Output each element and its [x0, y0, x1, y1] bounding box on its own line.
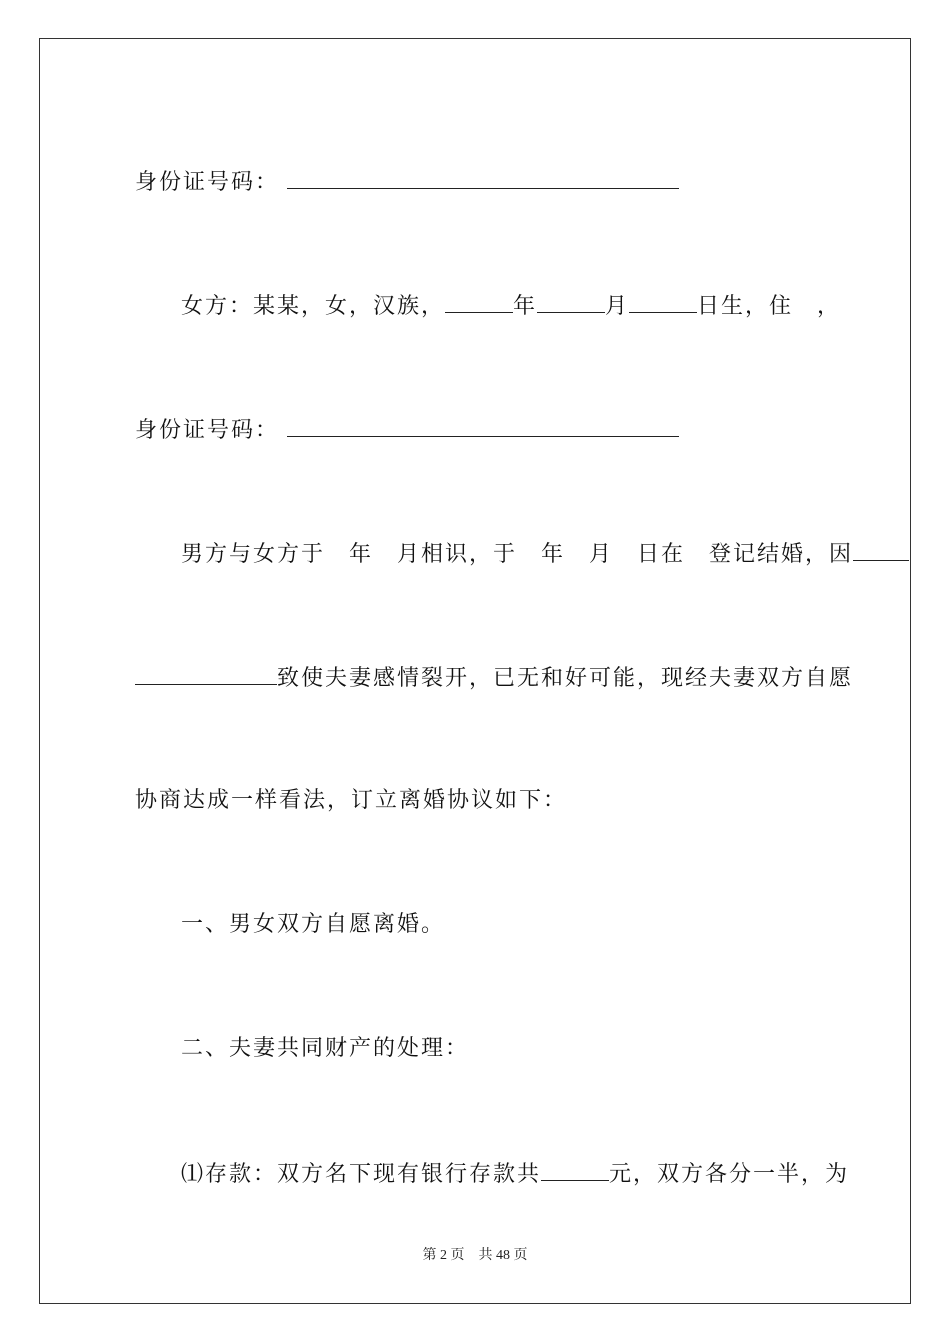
- deposit-text: ⑴存款：双方名下现有银行存款共: [181, 1162, 542, 1187]
- female-party-text: 女方：某某，女，汉族，: [181, 294, 446, 319]
- month-blank: [537, 290, 605, 313]
- id-number-blank: [287, 414, 679, 437]
- month-label: 月: [605, 294, 630, 319]
- reason-blank-start: [853, 538, 909, 561]
- article-2-line: [163, 1004, 469, 1064]
- page-footer: [0, 1247, 950, 1265]
- deposit-line: [163, 1128, 849, 1190]
- female-party-line: [163, 260, 841, 322]
- reason-blank: [135, 662, 277, 685]
- agreement-intro-line: [117, 756, 567, 816]
- id-number-label: 身份证号码：: [135, 418, 280, 443]
- id-number-label: 身份证号码：: [135, 170, 280, 195]
- id-number-line-1: [117, 136, 679, 198]
- deposit-split-text: 元，双方各分一半，为: [609, 1162, 850, 1187]
- agreement-intro-text: 协商达成一样看法，订立离婚协议如下：: [135, 788, 568, 813]
- reason-text: 致使夫妻感情裂开，已无和好可能，现经夫妻双方自愿: [277, 666, 854, 691]
- year-blank: [445, 290, 513, 313]
- page-number: 第 2 页 共 48 页: [422, 1248, 528, 1263]
- marriage-registration-text: 男方与女方于 年 月相识，于 年 月 日在 登记结婚，因: [181, 542, 854, 567]
- article-2-text: 二、夫妻共同财产的处理：: [181, 1036, 470, 1061]
- marriage-registration-line: [163, 508, 909, 570]
- article-1-text: 一、男女双方自愿离婚。: [181, 912, 446, 937]
- reason-line: [117, 632, 853, 694]
- deposit-amount-blank: [541, 1158, 609, 1181]
- birth-residence-text: 日生，住 ，: [697, 294, 842, 319]
- id-number-line-2: [117, 384, 679, 446]
- article-1-line: [163, 880, 445, 940]
- id-number-blank: [287, 166, 679, 189]
- year-label: 年: [513, 294, 538, 319]
- day-blank: [629, 290, 697, 313]
